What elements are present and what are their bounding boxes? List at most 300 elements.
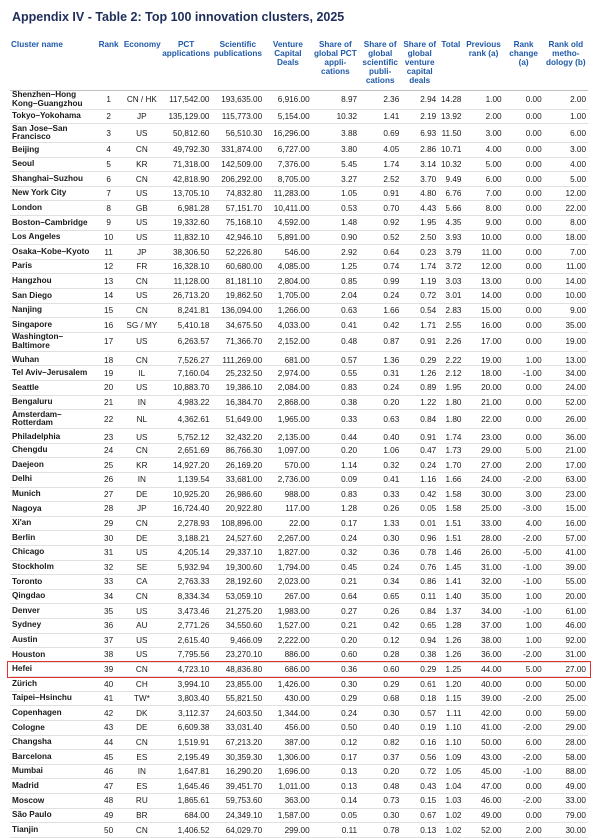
cell-prev: 4.00	[463, 143, 503, 158]
cell-total: 3.93	[438, 230, 463, 245]
cell-pct: 1,406.52	[161, 823, 212, 838]
cell-vc: 1,705.00	[264, 289, 311, 304]
cell-change: 5.00	[504, 662, 544, 677]
table-row	[10, 794, 588, 809]
cell-prev: 34.00	[463, 604, 503, 619]
cell-share-sci: 1.74	[359, 157, 401, 172]
cell-share-sci: 0.63	[359, 410, 401, 429]
cell-prev: 52.00	[463, 823, 503, 838]
cell-old: 41.00	[544, 545, 588, 560]
cell-change: -1.00	[504, 366, 544, 381]
cell-old: 8.00	[544, 216, 588, 231]
cell-economy: US	[123, 186, 161, 201]
cell-change: 0.00	[504, 332, 544, 351]
cell-total: 1.80	[438, 395, 463, 410]
cell-share-vc: 0.65	[401, 618, 438, 633]
cell-economy: CN / HK	[123, 90, 161, 109]
cell-old: 1.00	[544, 109, 588, 124]
cell-share-vc: 3.14	[401, 157, 438, 172]
cell-total: 2.83	[438, 303, 463, 318]
table-row	[10, 274, 588, 289]
cell-rank: 10	[94, 230, 122, 245]
cell-economy: DK	[123, 706, 161, 721]
cell-share-pct: 0.63	[312, 303, 359, 318]
cell-share-pct: 0.14	[312, 794, 359, 809]
cell-cluster: Chengdu	[10, 443, 94, 458]
cell-cluster: Toronto	[10, 575, 94, 590]
cell-pct: 2,278.93	[161, 516, 212, 531]
cell-share-sci: 0.33	[359, 487, 401, 502]
cell-pct: 6,981.28	[161, 201, 212, 216]
cell-vc: 8,705.00	[264, 172, 311, 187]
cell-share-sci: 2.52	[359, 172, 401, 187]
cell-prev: 37.00	[463, 618, 503, 633]
cell-sci: 24,349.10	[211, 808, 264, 823]
cell-change: 0.00	[504, 216, 544, 231]
table-row	[10, 735, 588, 750]
table-row	[10, 472, 588, 487]
cell-economy: FR	[123, 259, 161, 274]
table-row	[10, 109, 588, 124]
cell-pct: 13,705.10	[161, 186, 212, 201]
cell-change: 0.00	[504, 395, 544, 410]
cell-share-vc: 0.91	[401, 332, 438, 351]
cell-share-sci: 0.24	[359, 381, 401, 396]
cell-old: 58.00	[544, 750, 588, 765]
cell-sci: 115,773.00	[211, 109, 264, 124]
cell-change: 0.00	[504, 318, 544, 333]
cell-economy: US	[123, 216, 161, 231]
cell-cluster: Cologne	[10, 721, 94, 736]
cell-share-pct: 0.55	[312, 366, 359, 381]
table-row	[10, 245, 588, 260]
table-row	[10, 201, 588, 216]
cell-prev: 50.00	[463, 735, 503, 750]
cell-prev: 41.00	[463, 721, 503, 736]
cell-rank: 32	[94, 560, 122, 575]
cell-change: -2.00	[504, 691, 544, 706]
cell-economy: GB	[123, 201, 161, 216]
cell-rank: 40	[94, 677, 122, 692]
cell-vc: 988.00	[264, 487, 311, 502]
cell-cluster: Copenhagen	[10, 706, 94, 721]
cell-sci: 29,337.10	[211, 545, 264, 560]
cell-total: 1.02	[438, 823, 463, 838]
cell-sci: 206,292.00	[211, 172, 264, 187]
cell-cluster: Shenzhen–Hong Kong–Guangzhou	[10, 90, 94, 109]
table-row	[10, 289, 588, 304]
cell-economy: CN	[123, 589, 161, 604]
cell-prev: 22.00	[463, 410, 503, 429]
cell-share-sci: 0.20	[359, 764, 401, 779]
cell-change: 4.00	[504, 516, 544, 531]
cell-share-pct: 3.80	[312, 143, 359, 158]
cell-rank: 9	[94, 216, 122, 231]
table-row	[10, 318, 588, 333]
cell-total: 1.37	[438, 604, 463, 619]
cell-rank: 24	[94, 443, 122, 458]
cell-sci: 25,232.50	[211, 366, 264, 381]
cell-share-vc: 0.86	[401, 575, 438, 590]
cell-sci: 86,766.30	[211, 443, 264, 458]
cell-economy: US	[123, 604, 161, 619]
cell-pct: 3,994.10	[161, 677, 212, 692]
table-row	[10, 750, 588, 765]
cell-pct: 2,615.40	[161, 633, 212, 648]
table-row	[10, 381, 588, 396]
cell-share-sci: 0.29	[359, 677, 401, 692]
cell-vc: 16,296.00	[264, 124, 311, 143]
cell-change: -1.00	[504, 764, 544, 779]
cell-old: 3.00	[544, 143, 588, 158]
cell-pct: 1,139.54	[161, 472, 212, 487]
cell-cluster: Washington–Baltimore	[10, 332, 94, 351]
cell-change: -1.00	[504, 604, 544, 619]
cell-old: 28.00	[544, 735, 588, 750]
cell-share-pct: 0.21	[312, 618, 359, 633]
cell-pct: 49,792.30	[161, 143, 212, 158]
cell-pct: 2,195.49	[161, 750, 212, 765]
cell-prev: 27.00	[463, 458, 503, 473]
cell-cluster: Beijing	[10, 143, 94, 158]
cell-share-vc: 2.50	[401, 230, 438, 245]
cell-share-vc: 0.57	[401, 706, 438, 721]
cell-pct: 4,723.10	[161, 662, 212, 677]
cell-prev: 32.00	[463, 575, 503, 590]
cell-vc: 1,983.00	[264, 604, 311, 619]
cell-pct: 14,927.20	[161, 458, 212, 473]
cell-vc: 2,084.00	[264, 381, 311, 396]
cell-share-vc: 4.43	[401, 201, 438, 216]
cell-total: 1.80	[438, 410, 463, 429]
header-vc: Venture Capital Deals	[272, 40, 303, 67]
cell-vc: 1,696.00	[264, 764, 311, 779]
cell-change: 0.00	[504, 303, 544, 318]
cell-prev: 45.00	[463, 764, 503, 779]
cell-cluster: Boston–Cambridge	[10, 216, 94, 231]
cell-share-pct: 0.48	[312, 332, 359, 351]
cell-share-vc: 4.80	[401, 186, 438, 201]
cell-share-sci: 4.05	[359, 143, 401, 158]
cell-share-vc: 3.70	[401, 172, 438, 187]
cell-total: 1.04	[438, 779, 463, 794]
cell-economy: US	[123, 332, 161, 351]
cell-rank: 35	[94, 604, 122, 619]
cell-change: 0.00	[504, 157, 544, 172]
cell-change: 1.00	[504, 589, 544, 604]
cell-vc: 2,804.00	[264, 274, 311, 289]
cell-vc: 456.00	[264, 721, 311, 736]
cell-share-sci: 0.42	[359, 618, 401, 633]
header-share-pct: Share of global PCT appli-cations	[313, 40, 357, 76]
cell-rank: 17	[94, 332, 122, 351]
cell-economy: ES	[123, 750, 161, 765]
cell-share-pct: 0.85	[312, 274, 359, 289]
cell-share-pct: 0.36	[312, 662, 359, 677]
cell-share-sci: 0.31	[359, 366, 401, 381]
cell-rank: 26	[94, 472, 122, 487]
cell-sci: 59,753.60	[211, 794, 264, 809]
cell-old: 12.00	[544, 186, 588, 201]
cell-vc: 570.00	[264, 458, 311, 473]
cell-sci: 75,168.10	[211, 216, 264, 231]
table-row	[10, 560, 588, 575]
cell-share-sci: 0.92	[359, 216, 401, 231]
cell-pct: 7,795.56	[161, 648, 212, 663]
cell-pct: 50,812.60	[161, 124, 212, 143]
cell-share-sci: 1.33	[359, 516, 401, 531]
cell-change: 3.00	[504, 487, 544, 502]
cell-economy: CA	[123, 575, 161, 590]
cell-cluster: Sydney	[10, 618, 94, 633]
cell-share-pct: 0.20	[312, 633, 359, 648]
cell-rank: 44	[94, 735, 122, 750]
table-row	[10, 691, 588, 706]
cell-total: 1.20	[438, 677, 463, 692]
cell-vc: 6,727.00	[264, 143, 311, 158]
cell-rank: 38	[94, 648, 122, 663]
cell-sci: 81,181.10	[211, 274, 264, 289]
cell-share-sci: 0.12	[359, 633, 401, 648]
cell-sci: 30,359.30	[211, 750, 264, 765]
cell-total: 2.26	[438, 332, 463, 351]
cell-share-vc: 1.71	[401, 318, 438, 333]
cell-change: -1.00	[504, 575, 544, 590]
cell-rank: 27	[94, 487, 122, 502]
cell-share-pct: 0.05	[312, 808, 359, 823]
cell-prev: 2.00	[463, 109, 503, 124]
cell-prev: 44.00	[463, 662, 503, 677]
cell-vc: 5,891.00	[264, 230, 311, 245]
cell-share-vc: 0.24	[401, 458, 438, 473]
cell-cluster: Madrid	[10, 779, 94, 794]
cell-economy: KR	[123, 157, 161, 172]
cell-total: 1.45	[438, 560, 463, 575]
cell-economy: DE	[123, 531, 161, 546]
cell-rank: 33	[94, 575, 122, 590]
cell-total: 2.22	[438, 351, 463, 366]
cell-change: -2.00	[504, 472, 544, 487]
cell-cluster: Bengaluru	[10, 395, 94, 410]
cell-vc: 1,344.00	[264, 706, 311, 721]
cell-cluster: Amsterdam–Rotterdam	[10, 410, 94, 429]
cell-cluster: Tianjin	[10, 823, 94, 838]
cell-rank: 16	[94, 318, 122, 333]
cell-share-pct: 1.14	[312, 458, 359, 473]
cell-rank: 4	[94, 143, 122, 158]
cell-share-pct: 0.21	[312, 575, 359, 590]
cell-economy: IN	[123, 395, 161, 410]
table-row	[10, 604, 588, 619]
cell-change: 0.00	[504, 429, 544, 444]
cell-vc: 4,033.00	[264, 318, 311, 333]
cell-old: 46.00	[544, 618, 588, 633]
cell-share-sci: 2.36	[359, 90, 401, 109]
cell-cluster: São Paulo	[10, 808, 94, 823]
cell-total: 1.95	[438, 381, 463, 396]
cell-share-sci: 0.30	[359, 706, 401, 721]
cell-vc: 1,426.00	[264, 677, 311, 692]
cell-prev: 8.00	[463, 201, 503, 216]
cell-share-sci: 0.68	[359, 691, 401, 706]
cell-share-sci: 0.87	[359, 332, 401, 351]
cell-old: 49.00	[544, 779, 588, 794]
cell-share-sci: 1.06	[359, 443, 401, 458]
cell-economy: US	[123, 648, 161, 663]
header-sci: Scientific publications	[213, 40, 262, 58]
cell-prev: 20.00	[463, 381, 503, 396]
cell-cluster: London	[10, 201, 94, 216]
cell-share-sci: 0.28	[359, 648, 401, 663]
cell-rank: 15	[94, 303, 122, 318]
cell-old: 19.00	[544, 332, 588, 351]
cell-sci: 32,432.20	[211, 429, 264, 444]
cell-sci: 26,169.20	[211, 458, 264, 473]
header-prev: Previous rank (a)	[466, 40, 501, 58]
cell-total: 1.15	[438, 691, 463, 706]
cell-rank: 37	[94, 633, 122, 648]
cell-economy: JP	[123, 109, 161, 124]
cell-share-sci: 0.74	[359, 259, 401, 274]
cell-total: 1.02	[438, 808, 463, 823]
table-row	[10, 90, 588, 109]
cell-old: 23.00	[544, 487, 588, 502]
cell-change: -5.00	[504, 545, 544, 560]
cell-change: 2.00	[504, 823, 544, 838]
cell-total: 1.28	[438, 618, 463, 633]
cell-cluster: Chicago	[10, 545, 94, 560]
table-row	[10, 395, 588, 410]
cell-prev: 9.00	[463, 216, 503, 231]
cell-share-pct: 0.27	[312, 604, 359, 619]
cell-prev: 17.00	[463, 332, 503, 351]
cell-share-vc: 0.78	[401, 545, 438, 560]
cell-share-vc: 0.23	[401, 245, 438, 260]
cell-share-vc: 0.43	[401, 779, 438, 794]
cell-share-sci: 0.41	[359, 472, 401, 487]
cell-cluster: Zürich	[10, 677, 94, 692]
cell-share-vc: 0.56	[401, 750, 438, 765]
cell-change: 0.00	[504, 245, 544, 260]
cell-pct: 10,883.70	[161, 381, 212, 396]
cell-cluster: Hefei	[10, 662, 94, 677]
cell-share-pct: 1.28	[312, 502, 359, 517]
cell-rank: 14	[94, 289, 122, 304]
table-row	[10, 366, 588, 381]
cell-rank: 23	[94, 429, 122, 444]
cell-sci: 24,527.60	[211, 531, 264, 546]
cell-share-pct: 1.05	[312, 186, 359, 201]
cell-pct: 19,332.60	[161, 216, 212, 231]
cell-sci: 20,922.80	[211, 502, 264, 517]
cell-economy: RU	[123, 794, 161, 809]
cell-old: 17.00	[544, 458, 588, 473]
cell-cluster: Tokyo–Yokohama	[10, 109, 94, 124]
cell-share-vc: 0.05	[401, 502, 438, 517]
cell-economy: AU	[123, 618, 161, 633]
cell-total: 5.66	[438, 201, 463, 216]
cell-share-sci: 0.70	[359, 201, 401, 216]
cell-share-pct: 0.20	[312, 443, 359, 458]
cell-share-vc: 1.22	[401, 395, 438, 410]
cell-economy: US	[123, 545, 161, 560]
cell-vc: 681.00	[264, 351, 311, 366]
cell-old: 57.00	[544, 531, 588, 546]
cell-old: 16.00	[544, 516, 588, 531]
cell-total: 1.05	[438, 764, 463, 779]
cell-share-vc: 0.54	[401, 303, 438, 318]
table-row	[10, 764, 588, 779]
cell-total: 4.35	[438, 216, 463, 231]
cell-cluster: San Jose–San Francisco	[10, 124, 94, 143]
cell-share-sci: 1.36	[359, 351, 401, 366]
cell-share-pct: 0.13	[312, 764, 359, 779]
cell-old: 55.00	[544, 575, 588, 590]
cell-economy: CN	[123, 823, 161, 838]
cell-old: 79.00	[544, 808, 588, 823]
cell-prev: 49.00	[463, 808, 503, 823]
cell-vc: 1,794.00	[264, 560, 311, 575]
cell-sci: 48,836.80	[211, 662, 264, 677]
cell-pct: 117,542.00	[161, 90, 212, 109]
cell-vc: 2,868.00	[264, 395, 311, 410]
table-row	[10, 516, 588, 531]
table-row	[10, 259, 588, 274]
cell-total: 1.51	[438, 516, 463, 531]
cell-prev: 1.00	[463, 90, 503, 109]
cell-rank: 5	[94, 157, 122, 172]
cell-change: 0.00	[504, 259, 544, 274]
table-row	[10, 172, 588, 187]
table-row	[10, 216, 588, 231]
cell-prev: 36.00	[463, 648, 503, 663]
cell-economy: US	[123, 381, 161, 396]
cell-change: 0.00	[504, 201, 544, 216]
cell-pct: 8,334.34	[161, 589, 212, 604]
cell-rank: 50	[94, 823, 122, 838]
header-total: Total	[441, 40, 461, 49]
table-row	[10, 332, 588, 351]
cell-sci: 28,192.60	[211, 575, 264, 590]
cell-old: 24.00	[544, 381, 588, 396]
cell-share-sci: 0.40	[359, 721, 401, 736]
cell-pct: 6,609.38	[161, 721, 212, 736]
cell-sci: 42,946.10	[211, 230, 264, 245]
cell-pct: 3,112.37	[161, 706, 212, 721]
cell-old: 4.00	[544, 157, 588, 172]
cell-economy: BR	[123, 808, 161, 823]
cell-share-vc: 1.16	[401, 472, 438, 487]
cell-sci: 111,269.00	[211, 351, 264, 366]
cell-prev: 15.00	[463, 303, 503, 318]
cell-total: 1.58	[438, 502, 463, 517]
cell-change: 5.00	[504, 443, 544, 458]
cell-share-vc: 0.96	[401, 531, 438, 546]
cell-share-vc: 2.86	[401, 143, 438, 158]
cell-prev: 3.00	[463, 124, 503, 143]
cell-prev: 40.00	[463, 677, 503, 692]
cell-prev: 21.00	[463, 395, 503, 410]
cell-share-pct: 0.11	[312, 823, 359, 838]
cell-sci: 19,300.60	[211, 560, 264, 575]
table-row	[10, 429, 588, 444]
cell-old: 35.00	[544, 318, 588, 333]
cell-prev: 24.00	[463, 472, 503, 487]
cell-sci: 39,451.70	[211, 779, 264, 794]
cell-pct: 5,932.94	[161, 560, 212, 575]
table-row	[10, 545, 588, 560]
cell-prev: 7.00	[463, 186, 503, 201]
